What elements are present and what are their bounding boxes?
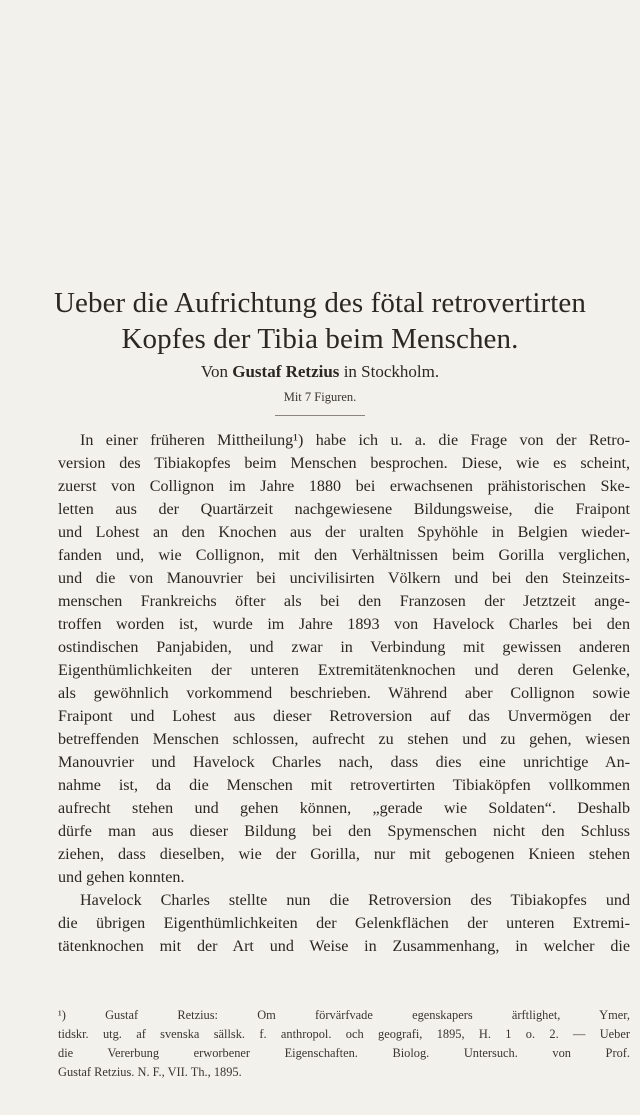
body-line: aufrecht stehen und gehen können, „gerade wie Soldaten“. Deshalb	[58, 800, 630, 817]
body-line: Havelock Charles stellte nun die Retroversion des Tibiakopfes und	[80, 892, 630, 909]
body-line: Eigenthümlichkeiten der unteren Extremitätenknochen und deren Gelenke,	[58, 662, 630, 679]
body-line: zuerst von Collignon im Jahre 1880 bei erwachsenen prähistorischen Ske-	[58, 478, 630, 495]
article-title-line-2: Kopfes der Tibia beim Menschen.	[121, 323, 519, 355]
body-line: und Lohest an den Knochen aus der uralten Spyhöhle in Belgien wieder-	[58, 524, 630, 541]
body-line: letten aus der Quartärzeit nachgewiesene Bildungsweise, die Fraipont	[58, 501, 630, 518]
footnote-line: Gustaf Retzius. N. F., VII. Th., 1895.	[58, 1065, 242, 1079]
footnote-line: die Vererbung erworbener Eigenschaften. Biolog. Untersuch. von Prof.	[58, 1046, 630, 1060]
footnote-line: tidskr. utg. af svenska sällsk. f. anthropol. och geografi, 1895, H. 1 o. 2. — Ueber	[58, 1027, 630, 1041]
author-byline	[0, 361, 640, 383]
title-divider	[275, 415, 365, 416]
body-line: dürfe man aus dieser Bildung bei den Spymenschen nicht den Schluss	[58, 823, 630, 840]
figures-note: Mit 7 Figuren.	[283, 390, 357, 404]
body-line: ziehen, dass dieselben, wie der Gorilla, nur mit gebogenen Knieen stehen	[58, 846, 630, 863]
body-line: troffen worden ist, wurde im Jahre 1893 von Havelock Charles bei den	[58, 616, 630, 633]
footnote-line: ¹) Gustaf Retzius: Om förvärfvade egenskapers ärftlighet, Ymer,	[58, 1008, 630, 1022]
body-line: betreffenden Menschen schlossen, aufrecht zu stehen und zu gehen, wiesen	[58, 731, 630, 748]
author-name: Gustaf Retzius	[232, 362, 340, 381]
body-line: In einer früheren Mittheilung¹) habe ich u. a. die Frage von der Retro-	[80, 432, 630, 449]
body-line: ostindischen Panjabiden, und zwar in Verbindung mit gewissen anderen	[58, 639, 630, 656]
byline-prefix: Von	[200, 362, 228, 381]
body-line: und gehen konnten.	[58, 869, 185, 886]
body-line: nahme ist, da die Menschen mit retrovertirten Tibiaköpfen vollkommen	[58, 777, 630, 794]
body-line: die übrigen Eigenthümlichkeiten der Gelenkflächen der unteren Extremi-	[58, 915, 630, 932]
body-line: version des Tibiakopfes beim Menschen besprochen. Diese, wie es scheint,	[58, 455, 630, 472]
body-line: als gewöhnlich vorkommend beschrieben. Während aber Collignon sowie	[58, 685, 630, 702]
byline-suffix: in Stockholm.	[343, 362, 440, 381]
body-line: tätenknochen mit der Art und Weise in Zusammenhang, in welcher die	[58, 938, 630, 955]
body-line: fanden und, wie Collignon, mit den Verhältnissen beim Gorilla verglichen,	[58, 547, 630, 564]
article-title-line-1: Ueber die Aufrichtung des fötal retrovertirten	[53, 287, 587, 319]
body-line: Fraipont und Lohest aus dieser Retroversion auf das Unvermögen der	[58, 708, 630, 725]
body-line: menschen Frankreichs öfter als bei den Franzosen der Jetztzeit ange-	[58, 593, 630, 610]
body-text	[58, 429, 630, 958]
body-line: und die von Manouvrier bei uncivilisirten Völkern und bei den Steinzeits-	[58, 570, 630, 587]
footnotes	[58, 1006, 630, 1082]
body-line: Manouvrier und Havelock Charles nach, dass dies eine unrichtige An-	[58, 754, 630, 771]
